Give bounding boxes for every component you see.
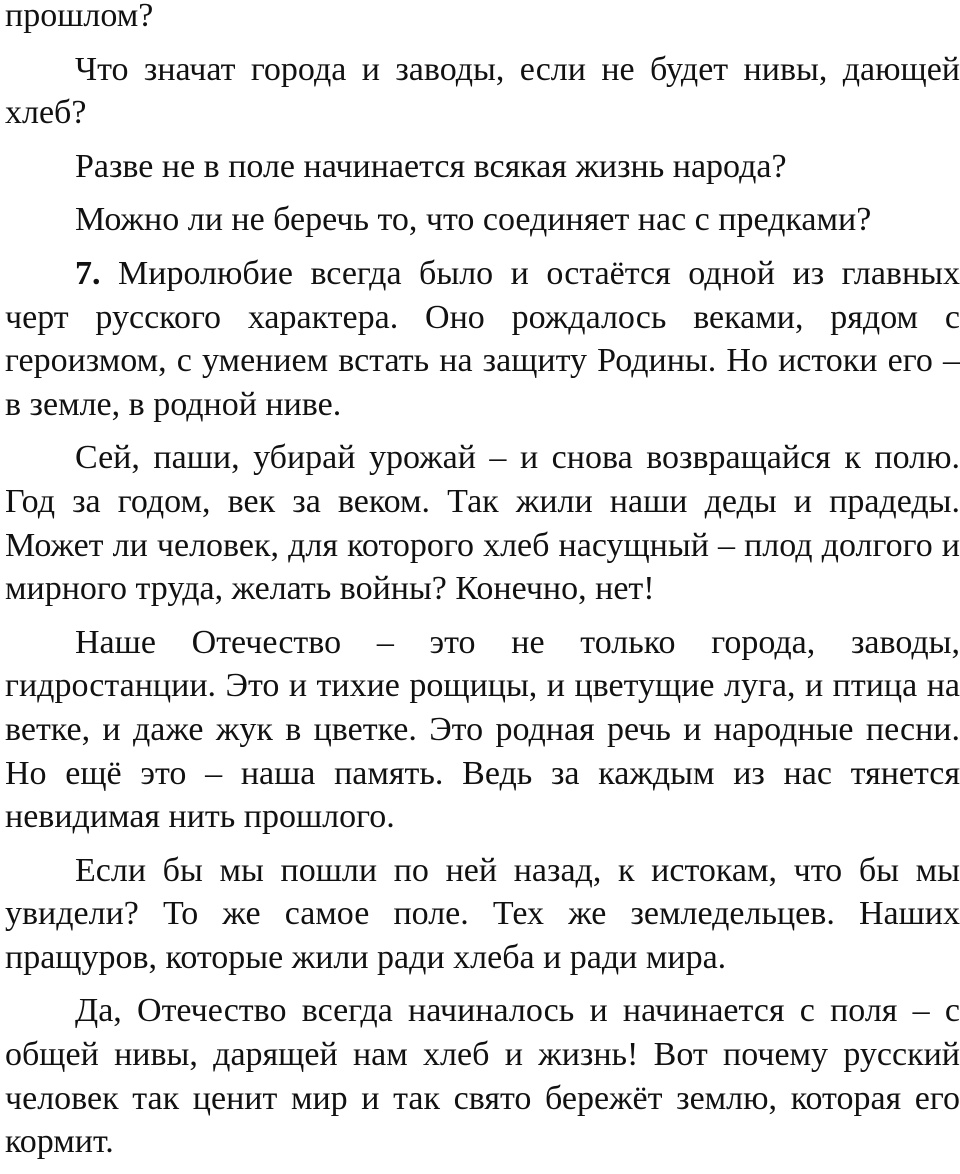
paragraph-text: Наше Отечество – это не только города, заводы, гидростанции. Это и тихие рощицы, и цветущие луга, и птица на ветке, и даже жук в цветке. Это родная речь и народные песни. Но ещё это – наша память. Ведь за каждым из нас тянется невидимая нить прошлого. (5, 623, 960, 836)
paragraph-text: прошлом? (5, 0, 154, 34)
paragraph (5, 198, 960, 242)
paragraph-text: Да, Отечество всегда начиналось и начинается с поля – с общей нивы, дарящей нам хлеб и жизнь! Вот почему русский человек так ценит мир и так свято бережёт землю, которая его кормит. (5, 992, 960, 1161)
paragraph (5, 145, 960, 189)
paragraph (5, 621, 960, 839)
paragraph-text: Можно ли не беречь то, что соединяет нас с предками? (75, 201, 872, 239)
paragraph (5, 849, 960, 980)
paragraph-text: Что значат города и заводы, если не будет нивы, дающей хлеб? (5, 50, 960, 132)
paragraph-number: 7. (75, 254, 101, 292)
paragraph-text: Миролюбие всегда было и остаётся одной из главных черт русского характера. Оно рождалось веками, рядом с героизмом, с умением встать на защиту Родины. Но истоки его – в земле, в родной ниве. (5, 254, 960, 423)
paragraph-continuation (5, 0, 960, 38)
paragraph-text: Сей, паши, убирай урожай – и снова возвращайся к полю. Год за годом, век за веком. Так жили наши деды и прадеды. Может ли человек, для которого хлеб насущный – плод долгого и мирного труда, желать войны? Конечно, нет! (5, 439, 960, 608)
document-page (5, 0, 960, 1174)
paragraph-text: Если бы мы пошли по ней назад, к истокам, что бы мы увидели? То же самое поле. Тех же земледельцев. Наших пращуров, которые жили ради хлеба и ради мира. (5, 851, 960, 976)
paragraph (5, 436, 960, 610)
numbered-paragraph (5, 252, 960, 426)
paragraph (5, 989, 960, 1163)
paragraph (5, 48, 960, 135)
paragraph-text: Разве не в поле начинается всякая жизнь народа? (75, 147, 787, 185)
